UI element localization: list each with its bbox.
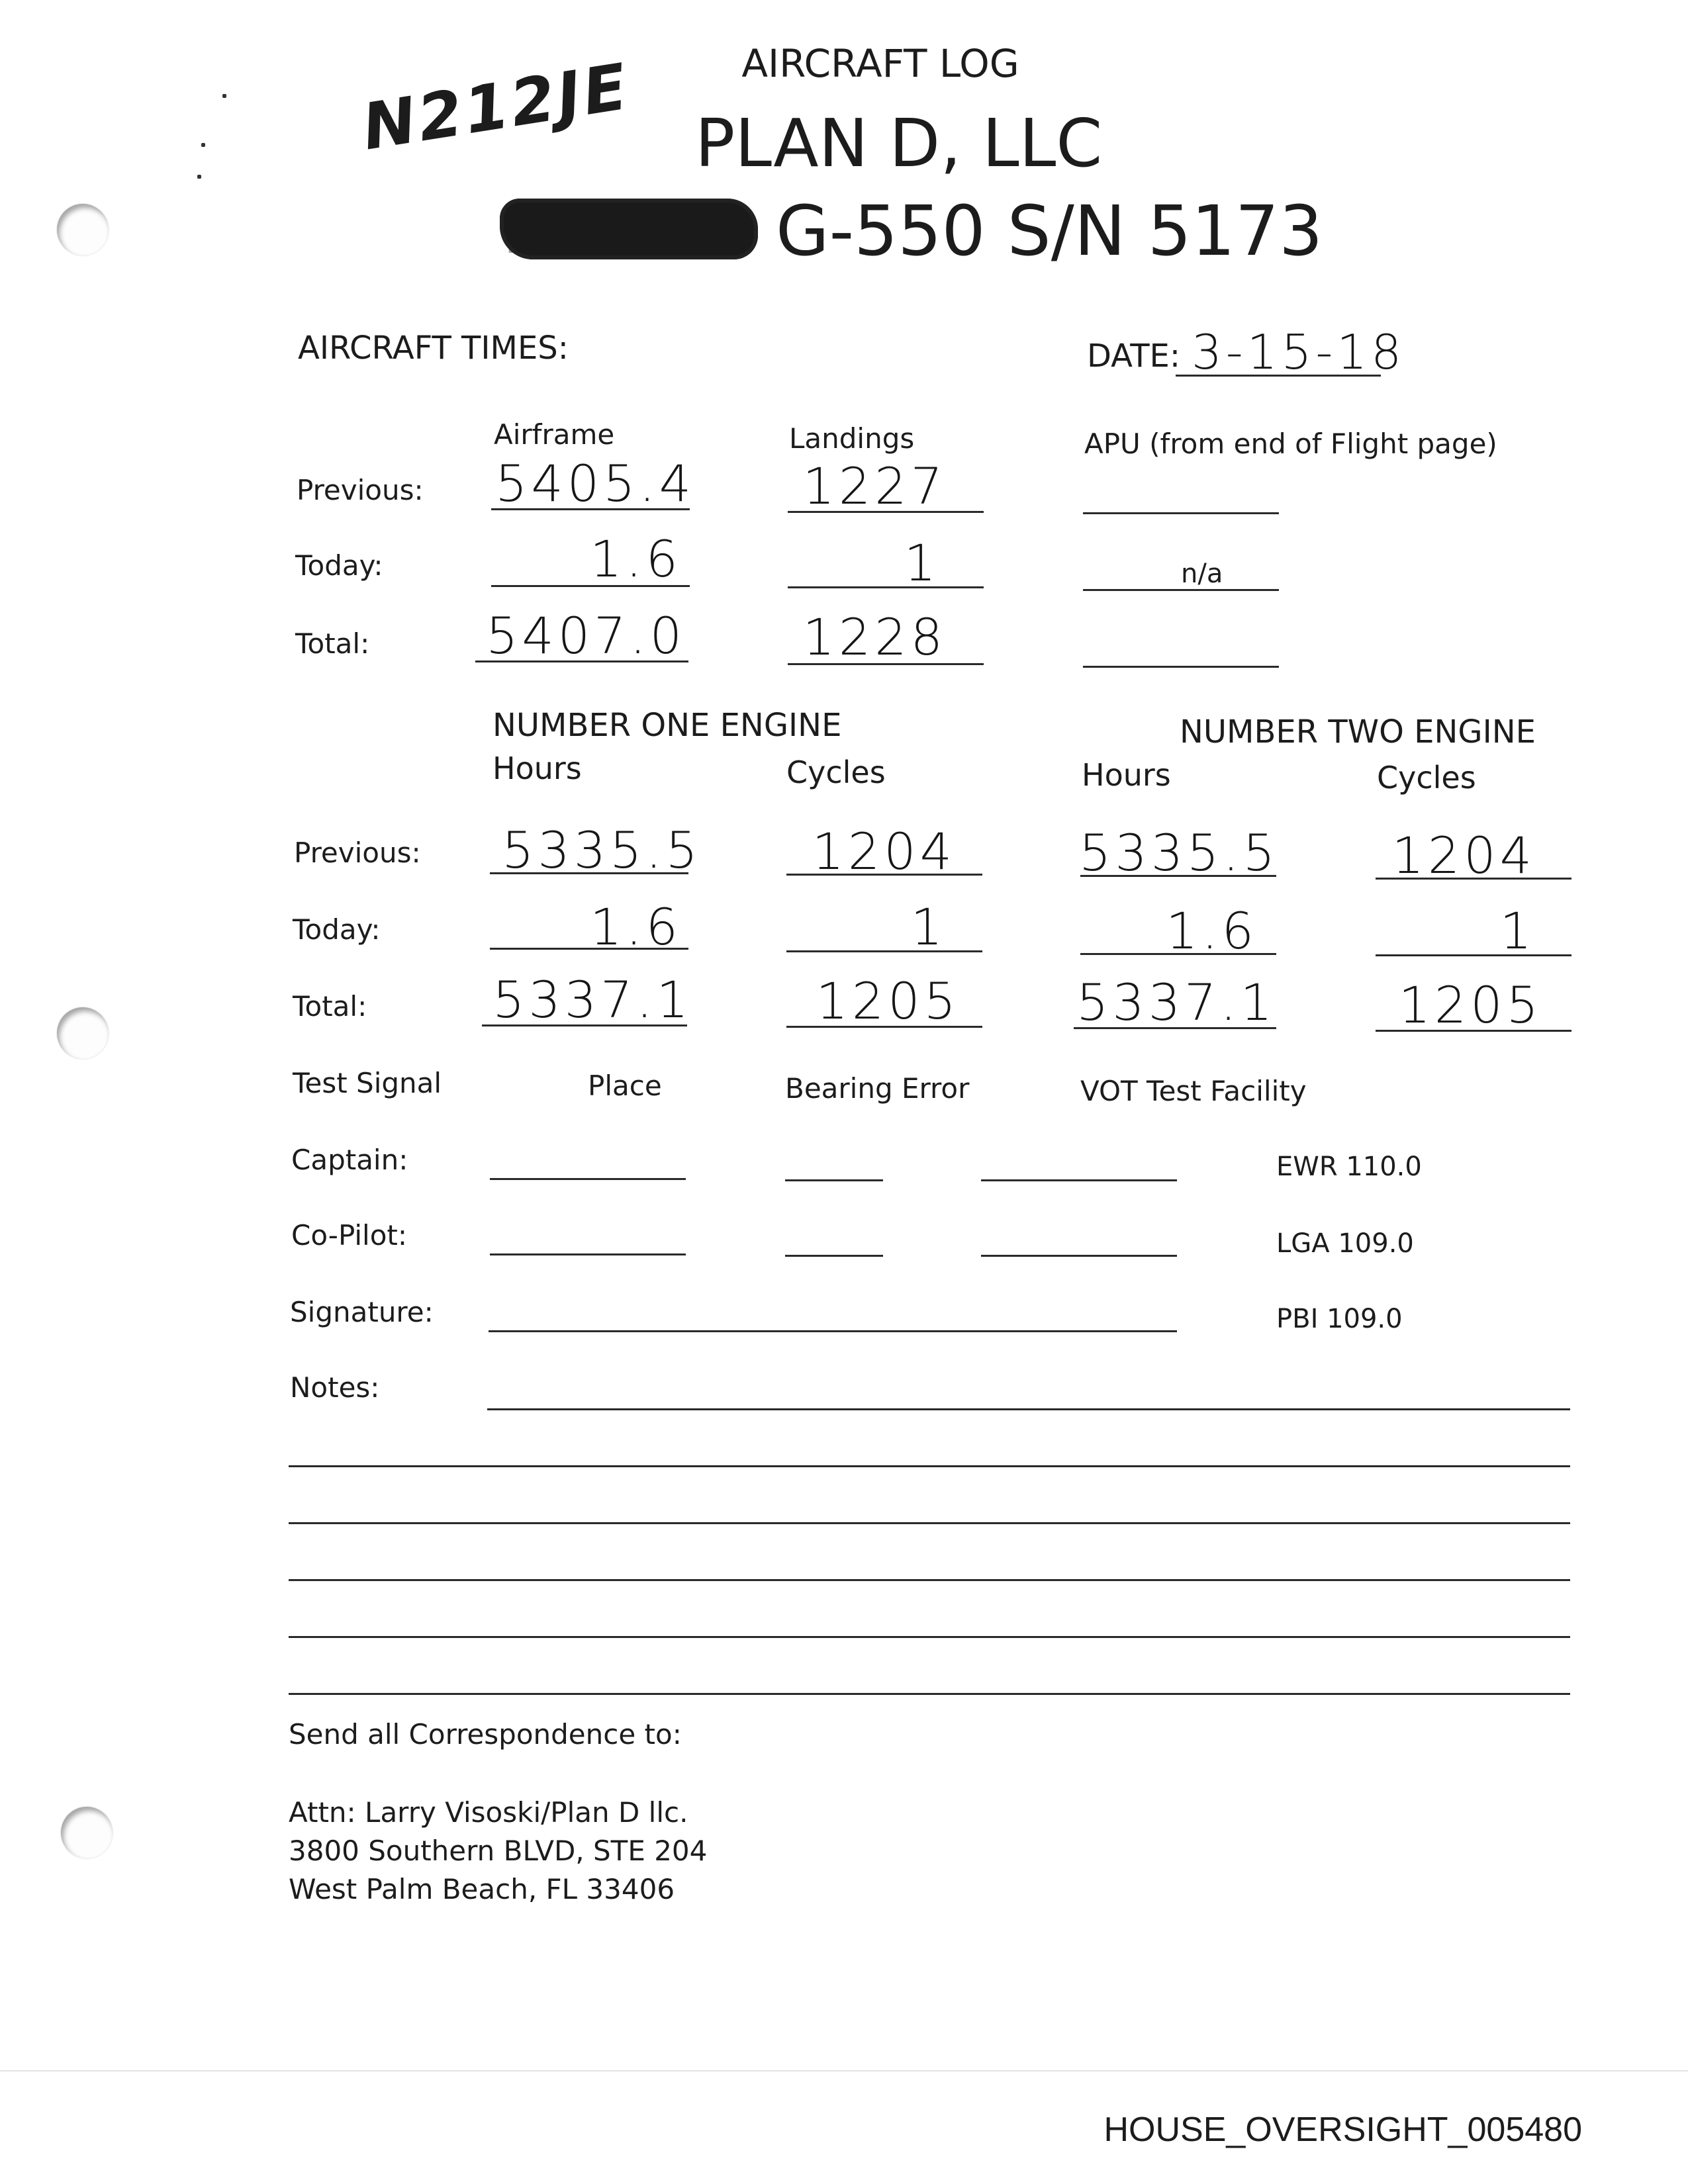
date-line	[1176, 375, 1381, 377]
engine2-col-cycles: Cycles	[1377, 760, 1476, 796]
engine2-col-hours: Hours	[1082, 757, 1171, 793]
signature-line	[489, 1330, 1177, 1332]
notes-line-5	[289, 1636, 1570, 1638]
vot-facility-pbi: PBI 109.0	[1276, 1304, 1403, 1334]
scan-speck	[222, 94, 226, 98]
engine1-hours-previous-line	[490, 872, 688, 874]
landings-today-line	[788, 586, 984, 588]
airframe-total-line	[475, 660, 688, 662]
engine1-hours-total: 5337.1	[492, 970, 692, 1029]
correspondence-line-3: West Palm Beach, FL 33406	[289, 1873, 675, 1905]
col-airframe: Airframe	[494, 418, 615, 451]
engine2-cycles-today: 1	[1499, 901, 1536, 960]
binder-hole-middle	[57, 1007, 109, 1059]
engine1-col-hours: Hours	[492, 751, 582, 786]
engine2-cycles-previous: 1204	[1391, 826, 1536, 885]
engine1-cycles-today: 1	[910, 897, 947, 956]
engine1-hours-today: 1.6	[590, 897, 682, 956]
col-test-signal: Test Signal	[293, 1067, 442, 1099]
copilot-place-line	[490, 1253, 686, 1255]
engine1-cycles-total-line	[786, 1026, 982, 1028]
engine2-cycles-today-line	[1376, 954, 1571, 956]
landings-previous-line	[788, 511, 984, 513]
notes-line-1	[487, 1408, 1570, 1410]
col-vot-facility: VOT Test Facility	[1080, 1075, 1307, 1107]
date-value: 3-15-18	[1192, 324, 1406, 380]
airframe-today: 1.6	[590, 529, 682, 588]
copilot-extra-line	[981, 1255, 1177, 1257]
col-landings: Landings	[789, 422, 915, 455]
engine-row-total: Total:	[293, 990, 367, 1023]
vot-facility-ewr: EWR 110.0	[1276, 1152, 1422, 1182]
engine2-hours-previous: 5335.5	[1079, 823, 1279, 882]
airframe-today-line	[491, 585, 690, 587]
correspondence-line-1: Attn: Larry Visoski/Plan D llc.	[289, 1796, 688, 1829]
date-label: DATE:	[1087, 338, 1181, 375]
engine2-hours-previous-line	[1080, 875, 1276, 877]
engine1-cycles-previous-line	[786, 874, 982, 876]
row-today: Today:	[295, 549, 383, 582]
handwritten-registration: N212JE	[357, 49, 635, 165]
aircraft-times-heading: AIRCRAFT TIMES:	[298, 330, 569, 367]
engine2-cycles-total: 1205	[1398, 976, 1542, 1034]
apu-today: n/a	[1181, 559, 1223, 589]
engine1-cycles-previous: 1204	[812, 822, 956, 881]
scan-speck	[201, 143, 205, 147]
engine2-heading: NUMBER TWO ENGINE	[1180, 713, 1536, 751]
scan-speck	[197, 175, 201, 179]
engine1-heading: NUMBER ONE ENGINE	[492, 707, 842, 744]
form-title: AIRCRAFT LOG	[741, 41, 1019, 86]
aircraft-model-serial: G-550 S/N 5173	[776, 191, 1323, 271]
row-copilot: Co-Pilot:	[291, 1219, 408, 1251]
notes-line-4	[289, 1579, 1570, 1581]
apu-total-line	[1083, 666, 1279, 668]
bates-stamp: HOUSE_OVERSIGHT_005480	[1103, 2111, 1582, 2149]
correspondence-line-2: 3800 Southern BLVD, STE 204	[289, 1835, 708, 1867]
notes-line-3	[289, 1522, 1570, 1524]
engine-row-previous: Previous:	[294, 837, 421, 869]
captain-place-line	[490, 1178, 686, 1180]
col-bearing-error: Bearing Error	[785, 1072, 970, 1105]
engine2-hours-total: 5337.1	[1076, 973, 1276, 1032]
engine2-cycles-previous-line	[1376, 878, 1571, 880]
row-captain: Captain:	[291, 1144, 408, 1176]
engine2-hours-today: 1.6	[1166, 901, 1258, 960]
row-previous: Previous:	[297, 474, 424, 506]
copilot-bearing-line	[785, 1255, 883, 1257]
airframe-previous-line	[491, 508, 690, 510]
page-edge	[0, 2070, 1688, 2071]
notes-line-2	[289, 1465, 1570, 1467]
vot-facility-lga: LGA 109.0	[1276, 1228, 1414, 1259]
engine-row-today: Today:	[293, 913, 381, 946]
engine1-hours-total-line	[482, 1024, 687, 1026]
landings-total-line	[788, 663, 984, 665]
captain-extra-line	[981, 1179, 1177, 1181]
engine2-hours-today-line	[1080, 953, 1276, 955]
row-total: Total:	[295, 627, 370, 660]
col-place: Place	[588, 1069, 662, 1102]
binder-hole-top	[57, 204, 109, 255]
engine1-hours-today-line	[490, 948, 688, 950]
engine1-cycles-today-line	[786, 950, 982, 952]
captain-bearing-line	[785, 1179, 883, 1181]
engine1-col-cycles: Cycles	[786, 754, 886, 790]
engine2-hours-total-line	[1074, 1027, 1276, 1029]
landings-total: 1228	[802, 608, 947, 666]
row-signature: Signature:	[290, 1296, 434, 1328]
company-name: PLAN D, LLC	[695, 105, 1103, 182]
correspondence-heading: Send all Correspondence to:	[289, 1718, 682, 1751]
col-apu: APU (from end of Flight page)	[1084, 428, 1497, 460]
airframe-total: 5407.0	[486, 606, 686, 665]
engine2-cycles-total-line	[1376, 1030, 1571, 1032]
notes-line-6	[289, 1693, 1570, 1695]
binder-hole-bottom	[61, 1807, 113, 1858]
scribble-redaction	[500, 199, 758, 259]
airframe-previous: 5405.4	[495, 454, 695, 513]
apu-today-line	[1083, 589, 1279, 591]
landings-previous: 1227	[802, 457, 947, 516]
row-notes: Notes:	[290, 1371, 380, 1404]
landings-today: 1	[904, 533, 940, 592]
apu-previous-line	[1083, 512, 1279, 514]
engine1-cycles-total: 1205	[816, 972, 960, 1030]
engine1-hours-previous: 5335.5	[502, 821, 702, 880]
